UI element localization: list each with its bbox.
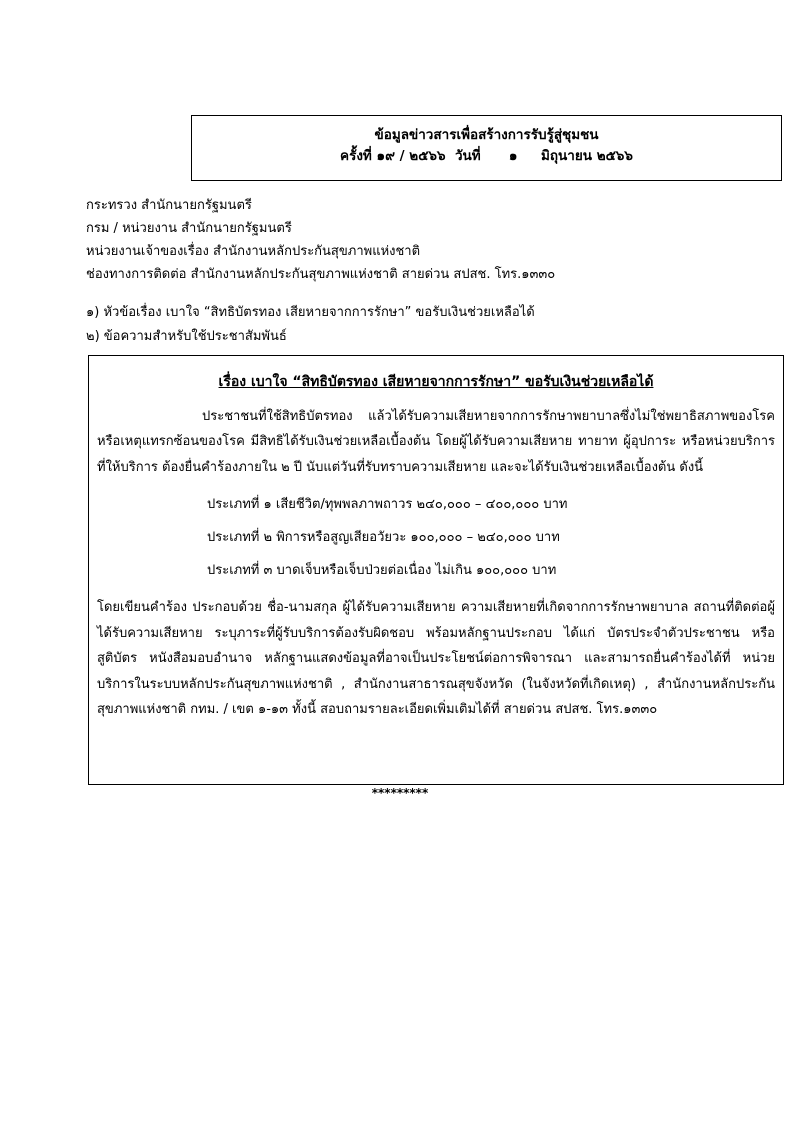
announcement-paragraph-1: ประชาชนที่ใช้สิทธิบัตรทอง แล้วได้รับความเสียหายจากการรักษาพยาบาลซึ่งไม่ใช่พยาธิสภาพของโรคหรือเหตุแทรกซ้อนของโรค มีสิทธิได้รับเงินช่วยเหลือเบื้องต้น โดยผู้ได้รับความเสียหาย ทายาท ผู้อุปการะ หรือหน่วยบริการที่ให้บริการ ต้องยื่นคำร้องภายใน ๒ ปี นับแต่วันที่รับทราบความเสียหาย และจะได้รับเงินช่วยเหลือเบื้องต้น ดังนี้ — [97, 408, 775, 475]
agency-info — [86, 194, 555, 286]
compensation-type-2: ประเภทที่ ๒ พิการหรือสูญเสียอวัยวะ ๑๐๐,๐๐๐ – ๒๔๐,๐๐๐ บาท — [207, 530, 560, 545]
end-marker: ********* — [371, 786, 429, 800]
issue-month-year: มิถุนายน ๒๕๖๖ — [540, 148, 633, 164]
contact-line: ช่องทางการติดต่อ สำนักงานหลักประกันสุขภาพแห่งชาติ สายด่วน สปสช. โทร.๑๓๓๐ — [86, 267, 556, 282]
compensation-type-3: ประเภทที่ ๓ บาดเจ็บหรือเจ็บป่วยต่อเนื่อง ไม่เกิน ๑๐๐,๐๐๐ บาท — [207, 563, 557, 578]
announcement-title: เรื่อง เบาใจ “สิทธิบัตรทอง เสียหายจากการรักษา” ขอรับเงินช่วยเหลือได้ — [218, 374, 654, 390]
announcement-paragraph-2: โดยเขียนคำร้อง ประกอบด้วย ชื่อ-นามสกุล ผู้ได้รับความเสียหาย ความเสียหายที่เกิดจากการรักษาพยาบาล สถานที่ติดต่อผู้ได้รับความเสียหาย ระบุภาระที่ผู้รับบริการต้องรับผิดชอบ พร้อมหลักฐานประกอบ ได้แก่ บัตรประจำตัวประชาชน หรือ สูติบัตร หนังสือมอบอำนาจ หลักฐานแสดงข้อมูลที่อาจเป็นประโยชน์ต่อการพิจารณา และสามารถยื่นคำร้องได้ที่ หน่วยบริการในระบบหลักประกันสุขภาพแห่งชาติ , สำนักงานสาธารณสุขจังหวัด (ในจังหวัดที่เกิดเหตุ) , สำนักงานหลักประกันสุขภาพแห่งชาติ กทม. / เขต ๑-๑๓ ทั้งนี้ สอบถามรายละเอียดเพิ่มเติมได้ที่ สายด่วน สปสช. โทร.๑๓๓๐ — [97, 600, 775, 717]
topic-item-1: ๑) หัวข้อเรื่อง เบาใจ “สิทธิบัตรทอง เสียหายจากการรักษา” ขอรับเงินช่วยเหลือได้ — [86, 305, 535, 320]
header-title: ข้อมูลข่าวสารเพื่อสร้างการรับรู้สู่ชุมชน — [374, 127, 599, 143]
department-line: กรม / หน่วยงาน สำนักนายกรัฐมนตรี — [86, 221, 292, 236]
issue-number: ครั้งที่ ๑๙ / ๒๕๖๖ — [340, 148, 446, 164]
issue-day: ๑ — [508, 148, 518, 164]
topic-item-2: ๒) ข้อความสำหรับใช้ประชาสัมพันธ์ — [86, 329, 287, 344]
compensation-type-1: ประเภทที่ ๑ เสียชีวิต/ทุพพลภาพถาวร ๒๔๐,๐๐๐ – ๔๐๐,๐๐๐ บาท — [207, 497, 568, 512]
header-issue-line — [192, 146, 781, 167]
topic-list — [86, 301, 535, 349]
date-label: วันที่ — [454, 148, 481, 164]
announcement-box — [88, 355, 784, 785]
header-box — [191, 115, 782, 181]
ministry-line: กระทรวง สำนักนายกรัฐมนตรี — [86, 198, 252, 213]
owner-agency-line: หน่วยงานเจ้าของเรื่อง สำนักงานหลักประกันสุขภาพแห่งชาติ — [86, 244, 421, 259]
compensation-types — [97, 488, 775, 587]
